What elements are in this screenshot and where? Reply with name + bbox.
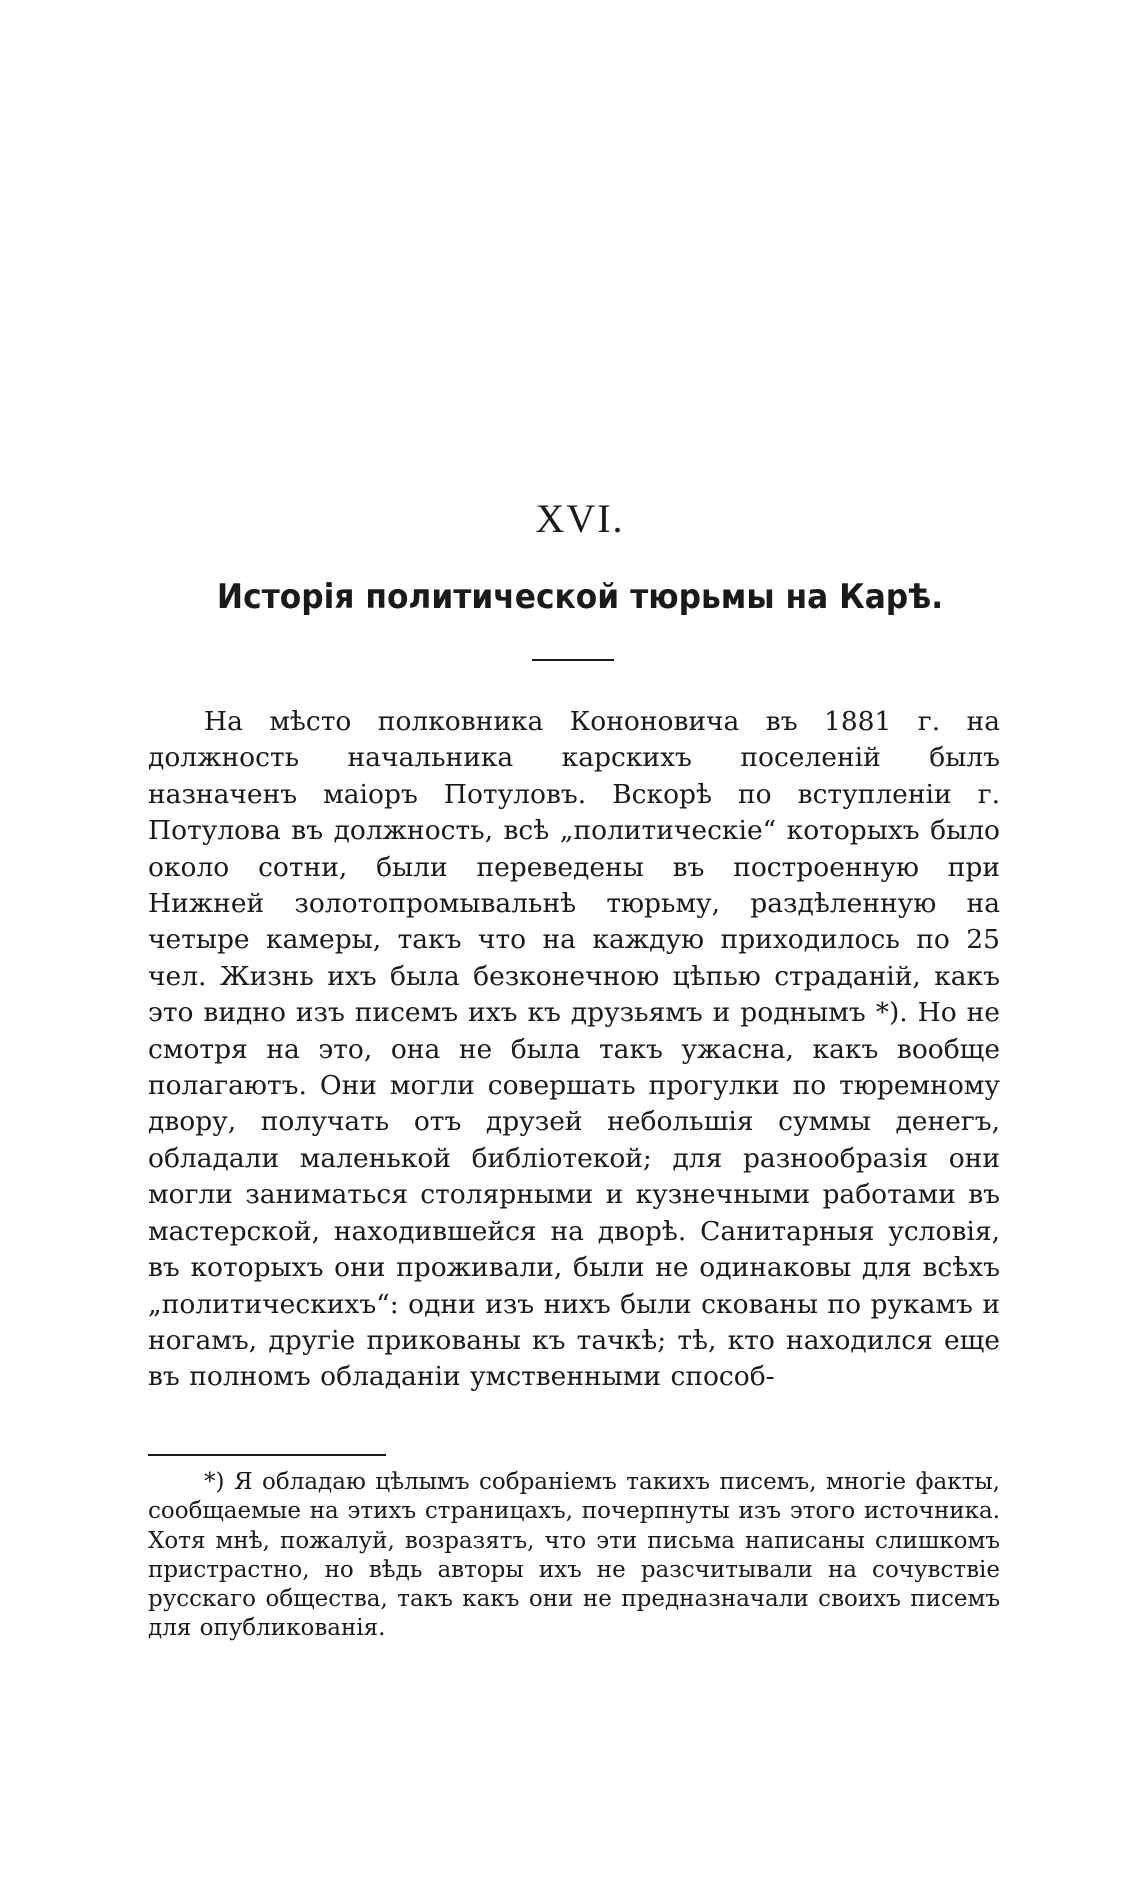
- title-divider: [532, 659, 614, 661]
- footnote-text: *) Я обладаю цѣлымъ собраніемъ такихъ писемъ, многіе факты, сообщаемые на этихъ страницахъ, почерпнуты изъ этого источника. Хотя мнѣ, пожалуй, возразятъ, что эти письма написаны слишкомъ пристрастно, но вѣдь авторы ихъ не разсчитывали на сочувствіе русскаго общества, такъ какъ они не предназначали своихъ писемъ для опубликованія.: [148, 1469, 1000, 1642]
- footnote-divider: [148, 1454, 386, 1456]
- footnote: [148, 1468, 1000, 1644]
- chapter-number: XVI.: [535, 496, 625, 541]
- body-paragraph: На мѣсто полковника Кононовича въ 1881 г. на должность начальника карскихъ поселеній былъ назначенъ маіоръ Потуловъ. Вскорѣ по вступленіи г. Потулова въ должность, всѣ „политическіе“ которыхъ было около сотни, были переведены въ построенную при Нижней золотопромывальнѣ тюрьму, раздѣленную на четыре камеры, такъ что на каждую приходилось по 25 чел. Жизнь ихъ была безконечною цѣпью страданій, какъ это видно изъ писемъ ихъ къ друзьямъ и роднымъ *). Но не смотря на это, она не была такъ ужасна, какъ вообще полагаютъ. Они могли совершать прогулки по тюремному двору, получать отъ друзей небольшія суммы денегъ, обладали маленькой библіотекой; для разнообразія они могли заниматься столярными и кузнечными работами въ мастерской, находившейся на дворѣ. Санитарныя условія, въ которыхъ они проживали, были не одинаковы для всѣхъ „политическихъ“: одни изъ нихъ были скованы по рукамъ и ногамъ, другіе прикованы къ тачкѣ; тѣ, кто находился еще въ полномъ обладаніи умственными способ-: [148, 706, 1000, 1393]
- chapter-title: Исторія политической тюрьмы на Карѣ.: [216, 577, 944, 617]
- body-text: [148, 704, 1000, 1396]
